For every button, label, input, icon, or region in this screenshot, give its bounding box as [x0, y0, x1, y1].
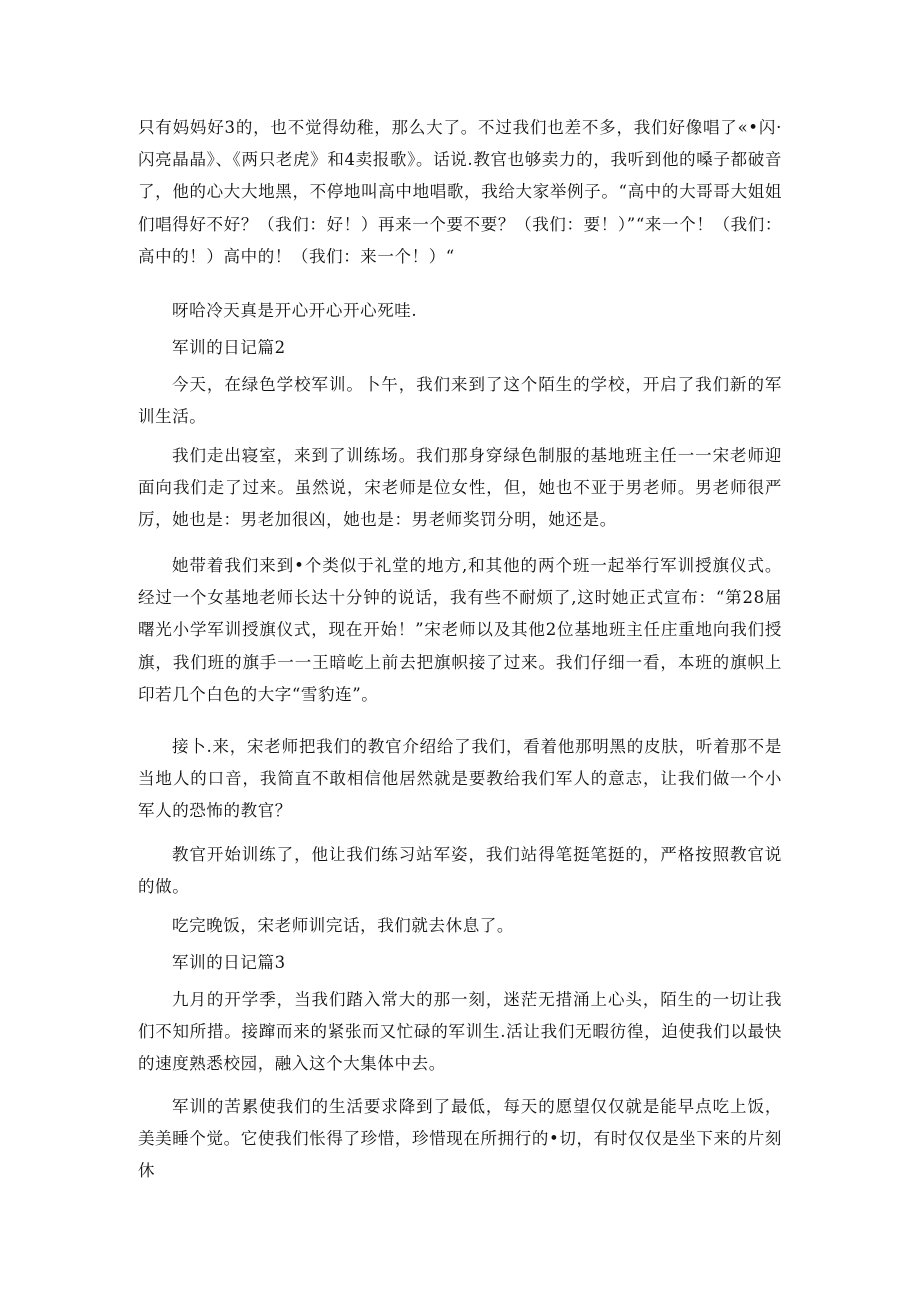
- paragraph-5: 她带着我们来到•个类似于礼堂的地方,和其他的两个班一起举行军训授旗仪式。经过一个女基地老师长达十分钟的说话，我有些不耐烦了,这时她正式宣布：“第28届曙光小学军训授旗仪式，现在开始！”宋老师以及其他2位基地班主任庄重地向我们授旗，我们班的旗手一一王暗屹上前去把旗帜接了过来。我们仔细一看，本班的旗帜上印若几个白色的大字“雪豹连”。: [138, 556, 782, 704]
- paragraph-4: 我们走出寝室，来到了训练场。我们那身穿绿色制服的基地班主任一一宋老师迎面向我们走了过来。虽然说，宋老师是位女性，但，她也不亚于男老师。男老师很严厉，她也是：男老加很凶，她也是：男老师奖罚分明，她还是。: [138, 446, 782, 530]
- paragraph-9: 九月的开学季，当我们踏入常大的那一刻，迷茫无措涌上心头，陌生的一切让我们不知所措。接蹿而来的紧张而又忙碌的军训生.活让我们无暇彷徨，迫使我们以最快的速度熟悉校园，融入这个大集体中去。: [138, 990, 782, 1074]
- paragraph-3: 今天，在绿色学校军训。卜午，我们来到了这个陌生的学校，开启了我们新的军训生活。: [138, 375, 782, 427]
- paragraph-7: 教官开始训练了，他让我们练习站军姿，我们站得笔挺笔挺的，严格按照教官说的做。: [138, 845, 782, 897]
- section-heading-3: 军训的日记篇3: [172, 953, 286, 972]
- paragraph-2: 呀哈冷天真是开心开心开心死哇.: [172, 301, 418, 320]
- paragraph-6: 接卜.来，宋老师把我们的教官介绍给了我们，看着他那明黑的皮肤，听着那不是当地人的口音，我简直不敢相信他居然就是要教给我们军人的意志，让我们做一个小军人的恐怖的教官？: [138, 737, 782, 821]
- paragraph-1: 只有妈妈好3的，也不觉得幼稚，那么大了。不过我们也差不多，我们好像唱了«•闪·闪亮晶晶》、《两只老虎》和4卖报歌》。话说.教官也够卖力的，我听到他的嗓子都破音了，他的心大大地黑，不停地叫高中地唱歌，我给大家举例子。“高中的大哥哥大姐姐们唱得好不好？（我们：好！）再来一个要不要？（我们：要！）”“来一个！（我们：高中的！）高中的！（我们：来一个！）“: [138, 118, 782, 266]
- paragraph-10: 军训的苦累使我们的生活要求降到了最低，每天的愿望仅仅就是能早点吃上饭，美美睡个觉。它使我们怅得了珍惜，珍惜现在所拥行的•切，有时仅仅是坐下来的片刻休: [138, 1097, 782, 1181]
- section-heading-2: 军训的日记篇2: [172, 338, 286, 357]
- paragraph-8: 吃完晚饭，宋老师训完话，我们就去休息了。: [172, 916, 514, 935]
